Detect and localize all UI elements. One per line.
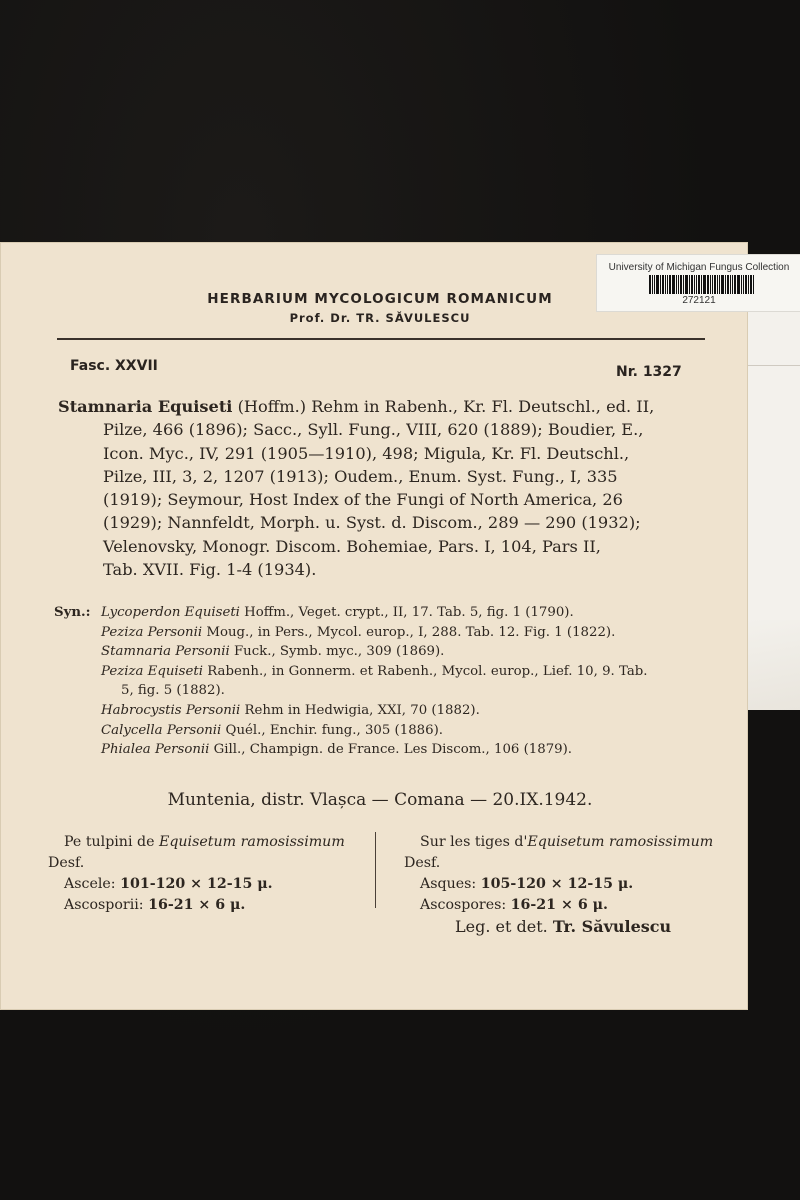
asci-line (48, 874, 358, 895)
synonym-reference: Rabenh., in Gonnerm. et Rabenh., Mycol. europ., Lief. 10, 9. Tab. (202, 663, 648, 679)
substrate-prefix: Pe tulpini de (64, 834, 159, 850)
substrate-prefix: Sur les tiges d' (420, 834, 528, 850)
citation-line: Icon. Myc., IV, 291 (1905—1910), 498; Migula, Kr. Fl. Deutschl., (103, 443, 630, 463)
collection-locality: Muntenia, distr. Vlașca — Comana — 20.IX.1942. (167, 790, 593, 810)
substrate-line (404, 832, 724, 853)
romanian-description (48, 832, 358, 916)
citation-line: Pilze, III, 3, 2, 1207 (1913); Oudem., Enum. Syst. Fung., I, 335 (103, 466, 618, 486)
synonym-item (101, 623, 721, 643)
synonym-item (101, 662, 721, 682)
citation-authors: (Hoffm.) Rehm in Rabenh., Kr. Fl. Deutschl., ed. II, (232, 397, 655, 416)
specimen-number: Nr. 1327 (616, 364, 682, 380)
substrate-line (48, 832, 358, 853)
species-citation (58, 395, 706, 581)
synonym-reference: 5, fig. 5 (1882). (121, 683, 225, 699)
citation-line (58, 395, 706, 418)
citation-line: (1929); Nannfeldt, Morph. u. Syst. d. Discom., 289 — 290 (1932); (103, 513, 641, 533)
synonyms-label: Syn.: (54, 605, 91, 620)
synonym-item (101, 642, 721, 662)
spores-value: 16-21 × 6 μ. (148, 897, 246, 913)
synonym-item (101, 681, 721, 701)
envelope-edge (740, 620, 800, 710)
synonym-name: Lycoperdon Equiseti (101, 605, 240, 620)
synonym-item (101, 701, 721, 721)
collector-line (455, 917, 671, 936)
synonym-name: Peziza Personii (101, 624, 203, 640)
citation-line: Tab. XVII. Fig. 1-4 (1934). (103, 560, 317, 580)
species-name: Stamnaria Equiseti (58, 397, 233, 416)
synonym-name: Phialea Personii (101, 742, 210, 758)
spores-label: Ascosporii: (64, 897, 149, 913)
host-author: Desf. (404, 855, 441, 871)
header-rule (57, 338, 705, 340)
fascicle: Fasc. XXVII (70, 358, 158, 374)
host-name: Equisetum ramosissimum (158, 834, 345, 850)
french-description (404, 832, 724, 916)
host-author: Desf. (48, 855, 85, 871)
director-line: Prof. Dr. TR. SĂVULESCU (289, 311, 471, 325)
collector-prefix: Leg. et det. (455, 917, 553, 936)
herbarium-label (0, 242, 748, 1010)
spores-line (404, 895, 724, 916)
asci-label: Asques: (420, 876, 481, 892)
institution-title: HERBARIUM MYCOLOGICUM ROMANICUM (207, 291, 553, 307)
synonym-name: Habrocystis Personii (101, 702, 241, 718)
synonym-reference: Rehm in Hedwigia, XXI, 70 (1882). (240, 702, 480, 718)
spores-line (48, 895, 358, 916)
synonym-reference: Fuck., Symb. myc., 309 (1869). (229, 644, 445, 660)
citation-line: Velenovsky, Monogr. Discom. Bohemiae, Pars. I, 104, Pars II, (103, 536, 601, 556)
citation-line: (1919); Seymour, Host Index of the Fungi of North America, 26 (103, 490, 623, 510)
envelope-fold (740, 365, 800, 366)
collector-name: Tr. Săvulescu (552, 917, 672, 936)
synonym-item (101, 740, 721, 760)
barcode-sticker (596, 254, 800, 312)
synonym-reference: Moug., in Pers., Mycol. europ., I, 288. Tab. 12. Fig. 1 (1822). (202, 624, 616, 640)
synonym-name: Calycella Personii (101, 722, 222, 738)
asci-value: 105-120 × 12-15 μ. (480, 876, 634, 892)
host-name: Equisetum ramosissimum (527, 834, 714, 850)
synonym-reference: Hoffm., Veget. crypt., II, 17. Tab. 5, fig. 1 (1790). (239, 605, 574, 620)
barcode-icon (649, 275, 755, 294)
spores-label: Ascospores: (420, 897, 511, 913)
asci-line (404, 874, 724, 895)
synonym-item (101, 603, 721, 623)
citation-line: Pilze, 466 (1896); Sacc., Syll. Fung., VIII, 620 (1889); Boudier, E., (103, 420, 644, 440)
synonym-reference: Gill., Champign. de France. Les Discom., 106 (1879). (209, 742, 573, 758)
barcode-title: University of Michigan Fungus Collection (608, 262, 790, 273)
synonym-item (101, 721, 721, 741)
synonym-name: Peziza Equiseti (101, 663, 203, 679)
synonym-name: Stamnaria Personii (101, 644, 230, 660)
asci-label: Ascele: (64, 876, 121, 892)
spores-value: 16-21 × 6 μ. (510, 897, 608, 913)
synonym-reference: Quél., Enchir. fung., 305 (1886). (221, 722, 443, 738)
asci-value: 101-120 × 12-15 μ. (120, 876, 273, 892)
column-divider (375, 832, 376, 908)
barcode-number: 272121 (682, 295, 716, 306)
